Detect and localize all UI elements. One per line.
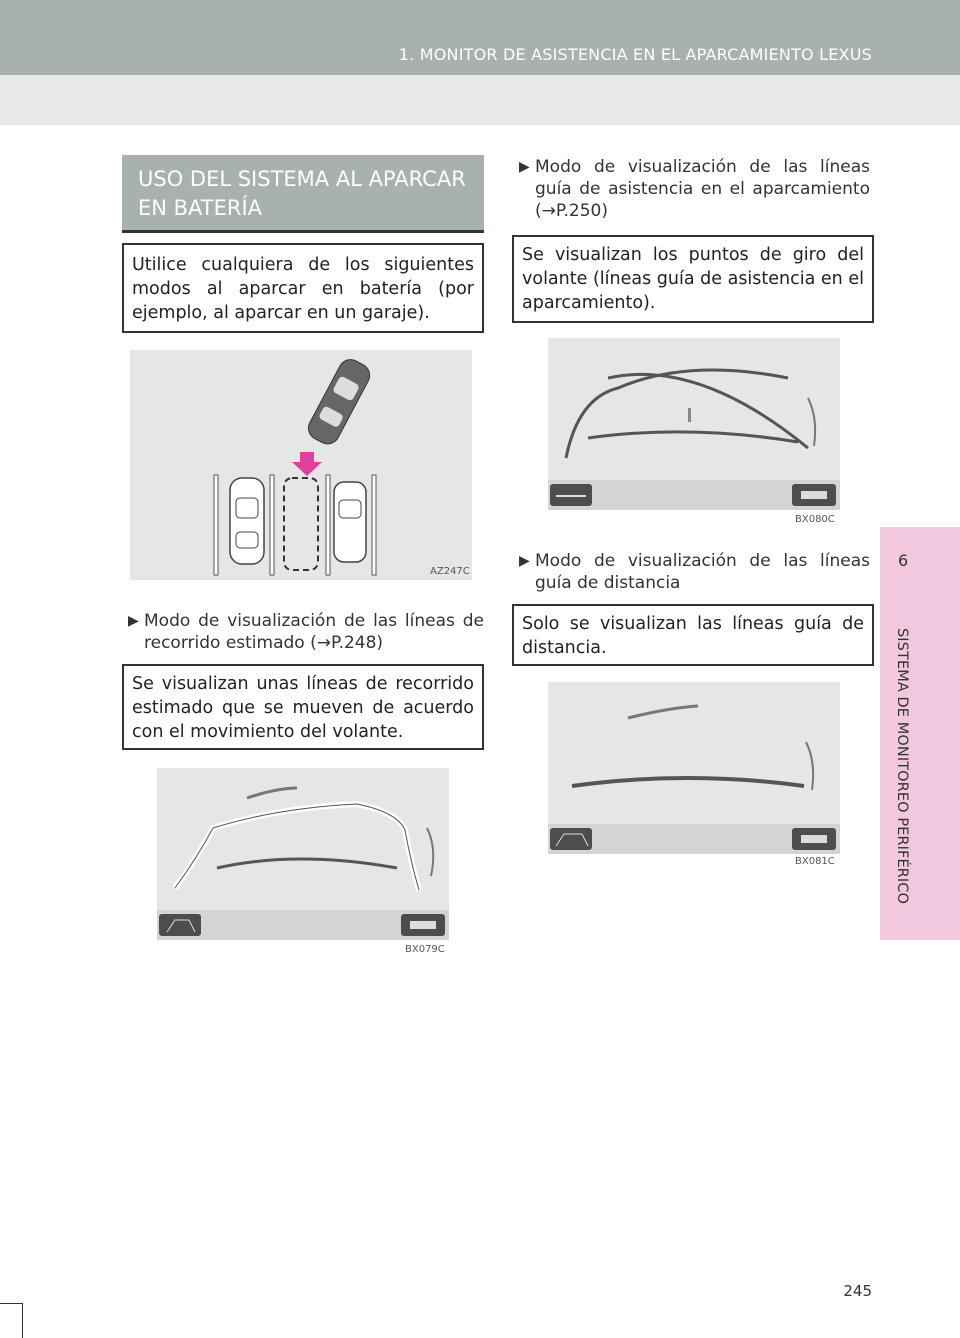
parking-diagram: [130, 350, 472, 580]
mode-estimated-description: Se visualizan unas líneas de recorrido estimado que se mueven de acuerdo con el movimiento del volante.: [122, 664, 484, 750]
header-subband: [0, 75, 960, 125]
figure-label: BX079C: [405, 944, 445, 955]
parking-illustration: [130, 350, 472, 580]
bullet-arrow-icon: ▶: [128, 613, 139, 629]
mode-assist-title: ▶ Modo de visualización de las líneas guía de asistencia en el aparcamiento (→P.250): [519, 157, 870, 221]
crop-mark: [22, 1303, 23, 1338]
chapter-title: 1. MONITOR DE ASISTENCIA EN EL APARCAMIENTO LEXUS: [398, 45, 872, 64]
chapter-number-tab: [880, 527, 960, 592]
assist-lines-screen: [548, 338, 840, 510]
chapter-label-tab: [880, 592, 960, 940]
chapter-label: SISTEMA DE MONITOREO PERIFÉRICO: [894, 627, 910, 904]
intro-box: Utilice cualquiera de los siguientes modos al aparcar en batería (por ejemplo, al aparcar en un garaje).: [122, 243, 484, 333]
figure-label: BX080C: [795, 514, 835, 525]
mode-assist-description: Se visualizan los puntos de giro del volante (líneas guía de asistencia en el aparcamiento).: [512, 235, 874, 323]
figure-label: AZ247C: [430, 566, 470, 577]
crop-mark: [0, 1303, 22, 1304]
section-heading: USO DEL SISTEMA AL APARCAR EN BATERÍA: [122, 155, 484, 233]
mode-distance-description: Solo se visualizan las líneas guía de distancia.: [512, 604, 874, 666]
estimated-lines-screen: [157, 768, 449, 940]
bullet-arrow-icon: ▶: [519, 553, 530, 569]
figure-label: BX081C: [795, 856, 835, 867]
distance-lines-screen: [548, 682, 840, 854]
mode-estimated-title: ▶ Modo de visualización de las líneas de recorrido estimado (→P.248): [128, 611, 484, 653]
bullet-arrow-icon: ▶: [519, 159, 530, 175]
page-number: 245: [843, 1282, 872, 1300]
chapter-number: 6: [898, 551, 909, 570]
mode-distance-title: ▶ Modo de visualización de las líneas guía de distancia: [519, 551, 870, 593]
